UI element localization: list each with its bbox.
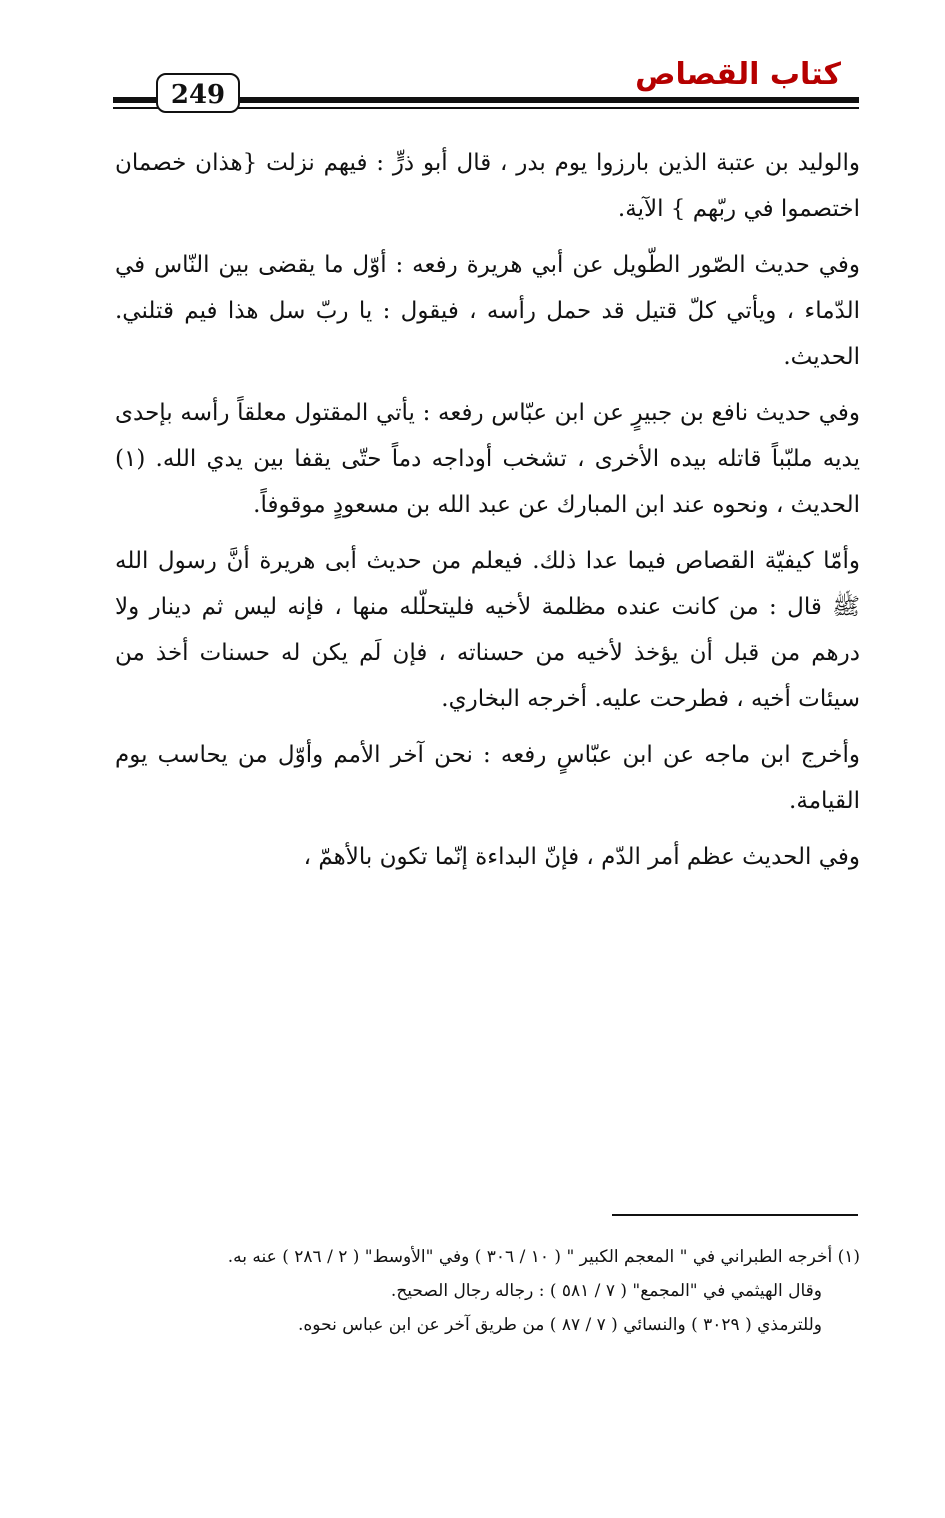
paragraph: وأمّا كيفيّة القصاص فيما عدا ذلك. فيعلم من حديث أبى هريرة أنَّ رسول الله ﷺ قال : من كانت عنده مظلمة لأخيه فليتحلّله منها ، فإنه ليس ثم دينار ولا درهم من قبل أن يؤخذ لأخيه من حسناته ، فإن لَم يكن له حسنات أخذ من سيئات أخيه ، فطرحت عليه. أخرجه البخاري. (115, 548, 860, 712)
paragraph: وأخرج ابن ماجه عن ابن عبّاسٍ رفعه : نحن آخر الأمم وأوّل من يحاسب يوم القيامة. (115, 742, 860, 814)
footnotes (115, 1240, 860, 1342)
paragraph: وفي الحديث عظم أمر الدّم ، فإنّ البداءة إنّما تكون بالأهمّ ، (303, 844, 860, 870)
footnote-separator (612, 1214, 858, 1216)
page-header (0, 0, 945, 120)
footnote-line: وقال الهيثمي في "المجمع" ( ٧ / ٥٨١ ) : رجاله رجال الصحيح. (390, 1281, 822, 1301)
main-text (115, 140, 860, 880)
footnote-line: وللترمذي ( ٣٠٢٩ ) والنسائي ( ٧ / ٨٧ ) من طريق آخر عن ابن عباس نحوه. (298, 1315, 822, 1335)
book-title: كتاب القصاص (635, 57, 841, 92)
footnote-line: (١) أخرجه الطبراني في " المعجم الكبير " ( ١٠ / ٣٠٦ ) وفي "الأوسط" ( ٢ / ٢٨٦ ) عنه به. (227, 1247, 860, 1267)
paragraph: وفي حديث نافع بن جبيرٍ عن ابن عبّاس رفعه : يأتي المقتول معلقاً رأسه بإحدى يديه ملبّباً قاتله بيده الأخرى ، تشخب أوداجه دماً حتّى يقفا بين يدي الله. (١) الحديث ، ونحوه عند ابن المبارك عن عبد الله بن مسعودٍ موقوفاً. (115, 400, 860, 518)
paragraph: وفي حديث الصّور الطّويل عن أبي هريرة رفعه : أوّل ما يقضى بين النّاس في الدّماء ، ويأتي كلّ قتيل قد حمل رأسه ، فيقول : يا ربّ سل هذا فيم قتلني. الحديث. (115, 252, 860, 370)
page-number: 249 (156, 73, 240, 113)
paragraph: والوليد بن عتبة الذين بارزوا يوم بدر ، قال أبو ذرٍّ : فيهم نزلت {هذان خصمان اختصموا في ربّهم } الآية. (115, 150, 860, 222)
